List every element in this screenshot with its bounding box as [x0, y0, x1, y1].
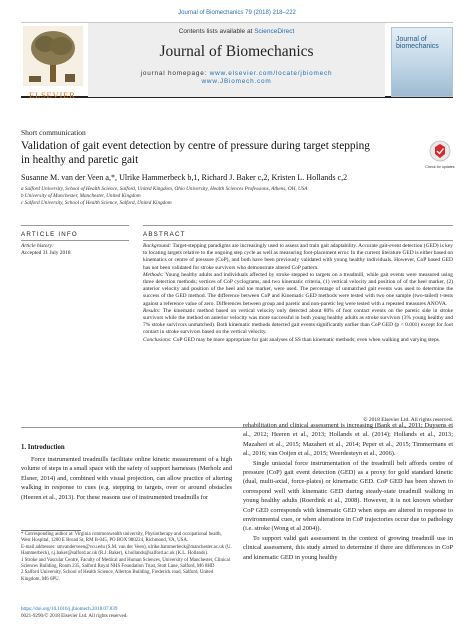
contents-prefix: Contents lists available at [178, 28, 255, 35]
journal-title: Journal of Biomechanics [159, 43, 314, 60]
contents-line [88, 28, 385, 35]
abstract-text [143, 243, 453, 344]
methods-label: Methods: [143, 271, 164, 278]
footnote-divider [21, 530, 81, 531]
section-heading-introduction: 1. Introduction [21, 444, 65, 451]
affiliation-c: c Salford University, School of Health Science, Salford, United Kingdom [21, 200, 172, 207]
footnote-1: 1 Stroke and Vascular Centre, Faculty of Medical and Human Sciences, University of Manchester, Clinical Sciences Building, Room 235, Salford Royal NHS Foundation Trust, Stott Lane, Salford, M6 8HD [21, 557, 231, 570]
intro-paragraph: rehabilitation and clinical assessment is increasing (Bank et al., 2011; Duysens et al., 2012; Heeren et al., 2013; Hollands et al. (2014); Hollands et al., 2013; Mazaheri et al., 2015; Mazaheri et al., 2014; Peper et al., 2015; Timmermans et al., 2016; van Ooijen et al., 2015; Weerdesteyn et al., 2006). [243, 422, 453, 458]
author-list[interactable]: Susanne M. van der Veen a,*, Ulrike Hammerbeck b,1, Richard J. Baker c,2, Kristen L. Hollands c,2 [21, 173, 348, 182]
article-info-heading: ARTICLE INFO [21, 231, 78, 238]
abstract-copyright: © 2018 Elsevier Ltd. All rights reserved. [363, 417, 453, 423]
journal-homepage [88, 70, 385, 86]
background-label: Background: [143, 243, 172, 249]
footnotes [21, 532, 232, 583]
divider [21, 240, 129, 241]
results-text: The kinematic method based on vertical velocity only detected about 80% of foot contact events on the paretic side in stroke survivors while the method on anterior velocity was more successful in both young healthy adults as stroke survivors (3% young healthy and 7% stroke survivors unmatched). Both kinematic methods detected gait events significantly earlier than CoP GED (p < 0.001) except for foot contact in stroke survivors based on the vertical velocity. [143, 307, 453, 336]
history-label: Article history: [21, 243, 54, 249]
check-for-updates-icon[interactable] [429, 140, 451, 168]
homepage-prefix: journal homepage: [140, 70, 210, 77]
check-for-updates-label[interactable]: Check for updates [425, 165, 455, 169]
divider [21, 225, 129, 226]
issn-copyright: 0021-9290/© 2018 Elsevier Ltd. All rights reserved. [21, 612, 128, 619]
footnote-2: 2 Salford University, School of Health Science, Allerton Building, Frederick road, Salford, United Kingdom, M6 6PU. [21, 570, 214, 582]
history-date: Accepted 31 July 2018 [21, 250, 71, 256]
results-label: Results: [143, 307, 161, 314]
article-type: Short communication [21, 128, 86, 137]
intro-paragraph: Single uniaxial force instrumentation of the treadmill belt affords centre of pressure (CoP) gait event detection (GED) as a proxy for gold standard kinetic (dual, multi-axial, force-plates) or kinematic GED. CoP GED has been shown to correspond well with kinematic GED during steady-state treadmill walking in young healthy adults (Roerdink et al., 2008). However, it is not known whether CoP GED corresponds with kinematic GED when steps are altered in response to environmental cues, or when alterations in CoP trajectories occur due to pathology (i.e. stroke (Wong et al 2004)). [243, 459, 453, 533]
abstract-heading: ABSTRACT [143, 231, 186, 238]
journal-citation[interactable]: Journal of Biomechanics 79 (2018) 218–222 [178, 10, 296, 16]
conclusions-text: CoP GED may be more appropriate for gait analyses of SS than kinematic methods; even when walking and varying steps. [171, 336, 441, 343]
email-addresses[interactable]: E-mail addresses: smvanderveen@vcu.edu (S.M. van der Veen), ulrike.hammerbeck@manchester.ac.uk (U. Hammerbeck), r.j.baker@salford.ac.uk (R.J. Baker), k.hollands@salford.ac.uk (K.L. Hollands). [21, 544, 232, 557]
divider [143, 240, 453, 241]
article-history [21, 243, 71, 257]
paper-title: Validation of gait event detection by centre of pressure during target stepping in healthy and paretic gait [21, 140, 370, 166]
conclusions-label: Conclusions: [143, 336, 172, 343]
affiliation-b: b University of Manchester, Manchester, United Kingdom [21, 193, 141, 200]
intro-right-column [243, 421, 453, 562]
sciencedirect-link[interactable]: ScienceDirect [254, 28, 295, 35]
elsevier-tree-logo[interactable] [23, 26, 83, 100]
publisher-name: ELSEVIER [29, 90, 76, 100]
journal-header [21, 22, 453, 98]
cover-title: Journal of biomechanics [396, 36, 439, 50]
affiliation-a: a Salford University, School of Health Science, Salford, United Kingdom, Ohio University, Health Sciences Professions, Athens, OH, USA [21, 186, 308, 192]
homepage-alt-link[interactable]: www.JBiomech.com [201, 78, 272, 85]
doi-link[interactable]: https://doi.org/10.1016/j.jbiomech.2018.07.039 [21, 606, 118, 612]
methods-text: Young healthy adults and individuals affected by stroke stepped to targets on a treadmill, while gait events were measured using three detection methods; vertices of CoP cyclograms, and two kinematic criteria, (1) vertical velocity and position of of the heel marker, (2) anterior velocity and position of the heel and toe marker, were used. The percentage of unmatched gait events was used to determine the success of the GED method. The difference between CoP and Kinematic GED methods were tested with two one sample (two-tailed) t-tests against a reference value of zero. Differences between group and paretic and non-paretic leg were tested with a repeated measures ANOVA. [143, 271, 453, 307]
doi-block [21, 606, 128, 619]
journal-cover-image[interactable] [391, 27, 453, 97]
intro-paragraph: To support valid gait assessment in the context of growing treadmill use in clinical assessment, this study aimed to determine if there are differences in CoP and kinematic GED in young healthy [243, 534, 453, 561]
background-text: Target-stepping paradigms are increasingly used to assess and train gait adaptability. Accurate gait-event detection (GED) is key to locating targets relative to the ongoing step cycle as well as measuring foot-placement error. In the current literature GED is either based on kinematics or centre of pressure (CoP), and both have been previously validated with young healthy individuals. However, CoP based GED has not been validated for stroke survivors who demonstrate altered CoP pattern. [143, 243, 453, 271]
divider [143, 225, 453, 226]
corresponding-author-note: * Corresponding author at: Virginia commonwealth university, Physiotherapy and occupational health, West Hospital, 1200 E Broad St, RM B-045, PO BOX 980224, Richmond, VA, USA. [21, 532, 222, 544]
affiliations [21, 186, 451, 208]
intro-left-column: Force instrumented treadmills facilitate online kinetic measurement of a high volume of steps in a small space with the safety of support harnesses (Merholz and Elsner, 2014) and, combined with visual projection, can allow practice of altering walking in response to cues (e.g. stepping to targets, over or around obstacles (Heeren et al., 2013). For these reasons use of instrumented treadmills for [21, 456, 232, 501]
homepage-link[interactable]: www.elsevier.com/locate/jbiomech [209, 70, 333, 77]
